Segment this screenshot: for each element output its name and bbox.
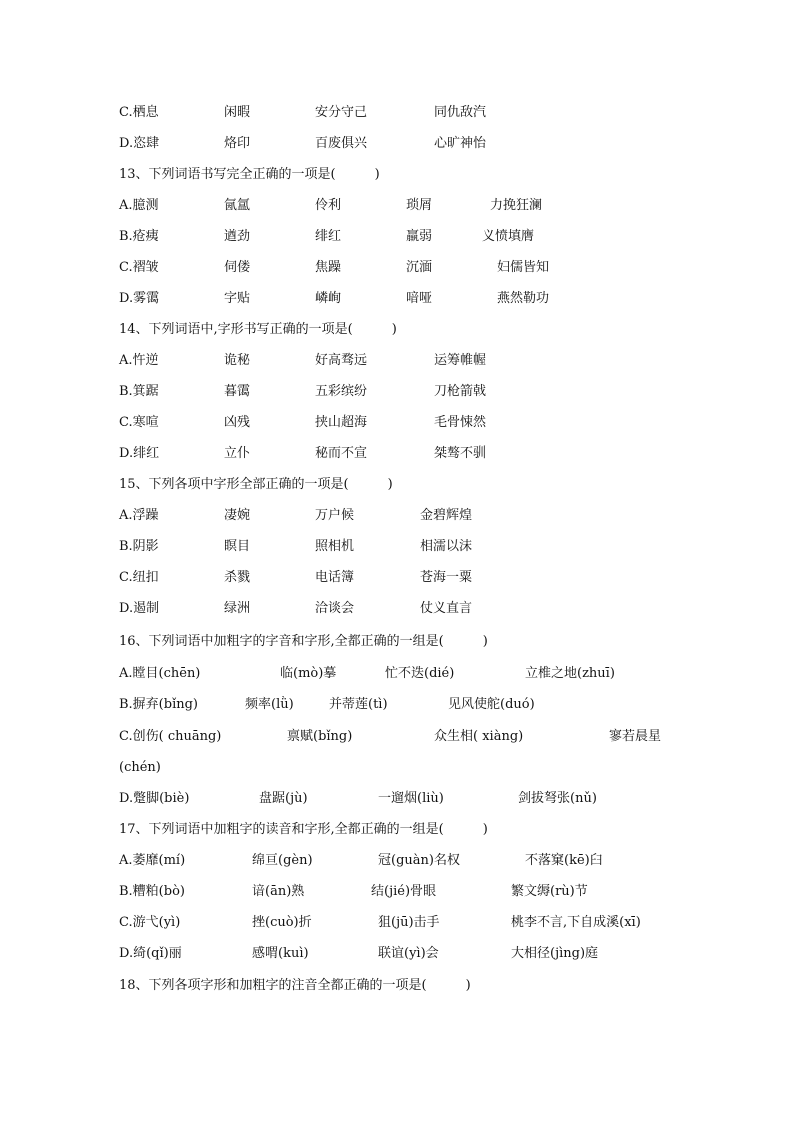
option-item: 心旷神怡 <box>434 136 487 151</box>
option-item: 嶙峋 <box>315 291 342 306</box>
question-text: 15、下列各项中字形全部正确的一项是( ) <box>119 477 393 492</box>
question-text: 14、下列词语中,字形书写正确的一项是( ) <box>119 322 397 337</box>
option-item: 沉湎 <box>406 260 433 275</box>
option-item: D.遏制 <box>119 601 160 616</box>
option-row <box>0 537 794 557</box>
option-row <box>0 758 794 778</box>
option-item: 仗义直言 <box>420 601 473 616</box>
option-item: 伺偻 <box>224 260 251 275</box>
question-stem <box>0 976 794 996</box>
option-item: 寥若晨星 <box>609 729 662 744</box>
option-item: 喑哑 <box>406 291 433 306</box>
option-item: 力挽狂澜 <box>490 198 543 213</box>
option-item: C.创伤( chuāng) <box>119 729 222 744</box>
option-item: 氤氲 <box>224 198 251 213</box>
question-stem <box>0 632 794 652</box>
question-text: 17、下列词语中加粗字的读音和字形,全都正确的一组是( ) <box>119 822 488 837</box>
option-item: 结(jié)骨眼 <box>371 884 437 899</box>
option-item: 绯红 <box>315 229 342 244</box>
option-item: 忙不迭(dié) <box>385 666 455 681</box>
option-row <box>0 695 794 715</box>
option-item: 冠(guàn)名权 <box>378 853 460 868</box>
option-item: D.雾霭 <box>119 291 160 306</box>
option-item: 安分守己 <box>315 105 368 120</box>
option-row <box>0 789 794 809</box>
option-item: A.浮躁 <box>119 508 159 523</box>
question-text: 13、下列词语书写完全正确的一项是( ) <box>119 167 380 182</box>
option-item: 繁文缛(rù)节 <box>511 884 588 899</box>
option-item: 电话簿 <box>315 570 355 585</box>
option-item: 暮霭 <box>224 384 251 399</box>
question-stem <box>0 320 794 340</box>
option-row <box>0 944 794 964</box>
option-item: 凶残 <box>224 415 251 430</box>
option-item: 挟山超海 <box>315 415 368 430</box>
option-row <box>0 599 794 619</box>
option-item: C.栖息 <box>119 105 159 120</box>
option-item: 桀骜不驯 <box>434 446 487 461</box>
option-item: 大相径(jìng)庭 <box>511 946 599 961</box>
option-item: D.绮(qǐ)丽 <box>119 946 182 961</box>
option-item: 盘踞(jù) <box>259 791 308 806</box>
option-item: 焦躁 <box>315 260 342 275</box>
question-stem <box>0 165 794 185</box>
option-row <box>0 568 794 588</box>
option-item: 伶利 <box>315 198 342 213</box>
option-item: 字贴 <box>224 291 251 306</box>
option-item: 绿洲 <box>224 601 251 616</box>
option-item: B.摒弃(bǐng) <box>119 697 199 712</box>
option-item: 谙(ān)熟 <box>252 884 305 899</box>
option-item: D.绯红 <box>119 446 160 461</box>
option-item: B.疮痍 <box>119 229 159 244</box>
option-item: 燕然勒功 <box>497 291 550 306</box>
option-item: C.寒喧 <box>119 415 159 430</box>
option-item: 万户候 <box>315 508 355 523</box>
option-row <box>0 227 794 247</box>
option-item: 剑拔弩张(nǔ) <box>518 791 597 806</box>
option-item: 杀戮 <box>224 570 251 585</box>
option-item: 凄婉 <box>224 508 251 523</box>
option-row <box>0 444 794 464</box>
option-item: 刀枪箭戟 <box>434 384 487 399</box>
option-item: 妇儒皆知 <box>497 260 550 275</box>
option-item: 频率(lǜ) <box>245 697 294 712</box>
option-item: 临(mò)摹 <box>280 666 337 681</box>
option-row <box>0 506 794 526</box>
option-item: C.游弋(yì) <box>119 915 181 930</box>
question-text: 16、下列词语中加粗字的字音和字形,全都正确的一组是( ) <box>119 634 488 649</box>
option-row <box>0 382 794 402</box>
option-item: 绵亘(gèn) <box>252 853 313 868</box>
option-row <box>0 913 794 933</box>
option-item: 联谊(yì)会 <box>378 946 439 961</box>
option-row <box>0 882 794 902</box>
option-item: 一遛烟(liù) <box>378 791 444 806</box>
option-item: 照相机 <box>315 539 355 554</box>
option-row <box>0 134 794 154</box>
option-item: C.褶皱 <box>119 260 159 275</box>
option-item: D.恣肆 <box>119 136 160 151</box>
option-item: A.忤逆 <box>119 353 159 368</box>
option-item: 秘而不宣 <box>315 446 368 461</box>
option-item: 立椎之地(zhuī) <box>525 666 615 681</box>
option-item: A.臆测 <box>119 198 159 213</box>
option-item: (chén) <box>119 760 161 775</box>
option-row <box>0 258 794 278</box>
option-item: 好高骛远 <box>315 353 368 368</box>
option-row <box>0 851 794 871</box>
option-item: 洽谈会 <box>315 601 355 616</box>
option-item: 并蒂莲(tì) <box>329 697 388 712</box>
option-item: D.蹩脚(biè) <box>119 791 190 806</box>
option-item: 不落窠(kē)臼 <box>525 853 603 868</box>
option-item: B.糟粕(bò) <box>119 884 185 899</box>
option-item: A.瞠目(chēn) <box>119 666 201 681</box>
option-item: 挫(cuò)折 <box>252 915 312 930</box>
option-row <box>0 351 794 371</box>
option-row <box>0 664 794 684</box>
option-item: 羸弱 <box>406 229 433 244</box>
option-row <box>0 413 794 433</box>
option-item: 诡秘 <box>224 353 251 368</box>
option-item: B.阴影 <box>119 539 159 554</box>
option-item: 琐屑 <box>406 198 433 213</box>
question-stem <box>0 820 794 840</box>
option-item: 相濡以沫 <box>420 539 473 554</box>
question-stem <box>0 475 794 495</box>
option-item: 见风使舵(duó) <box>448 697 535 712</box>
option-item: 闲暇 <box>224 105 251 120</box>
option-item: 金碧辉煌 <box>420 508 473 523</box>
option-item: 遒劲 <box>224 229 251 244</box>
option-item: 运筹帷幄 <box>434 353 487 368</box>
option-item: 桃李不言,下自成溪(xī) <box>511 915 641 930</box>
option-item: 众生相( xiàng) <box>434 729 524 744</box>
option-row <box>0 727 794 747</box>
option-item: 苍海一粟 <box>420 570 473 585</box>
option-row <box>0 196 794 216</box>
option-item: 禀赋(bǐng) <box>287 729 353 744</box>
option-item: 义愤填膺 <box>482 229 535 244</box>
option-item: 烙印 <box>224 136 251 151</box>
question-text: 18、下列各项字形和加粗字的注音全都正确的一项是( ) <box>119 978 471 993</box>
option-item: A.萎靡(mí) <box>119 853 186 868</box>
option-item: 五彩缤纷 <box>315 384 368 399</box>
option-item: 百废俱兴 <box>315 136 368 151</box>
option-item: C.纽扣 <box>119 570 159 585</box>
option-row <box>0 103 794 123</box>
option-item: 立仆 <box>224 446 251 461</box>
option-item: 狙(jū)击手 <box>378 915 440 930</box>
option-row <box>0 289 794 309</box>
option-item: 感喟(kuì) <box>252 946 309 961</box>
option-item: 同仇敌汽 <box>434 105 487 120</box>
option-item: 瞑目 <box>224 539 251 554</box>
option-item: 毛骨悚然 <box>434 415 487 430</box>
option-item: B.箕踞 <box>119 384 159 399</box>
